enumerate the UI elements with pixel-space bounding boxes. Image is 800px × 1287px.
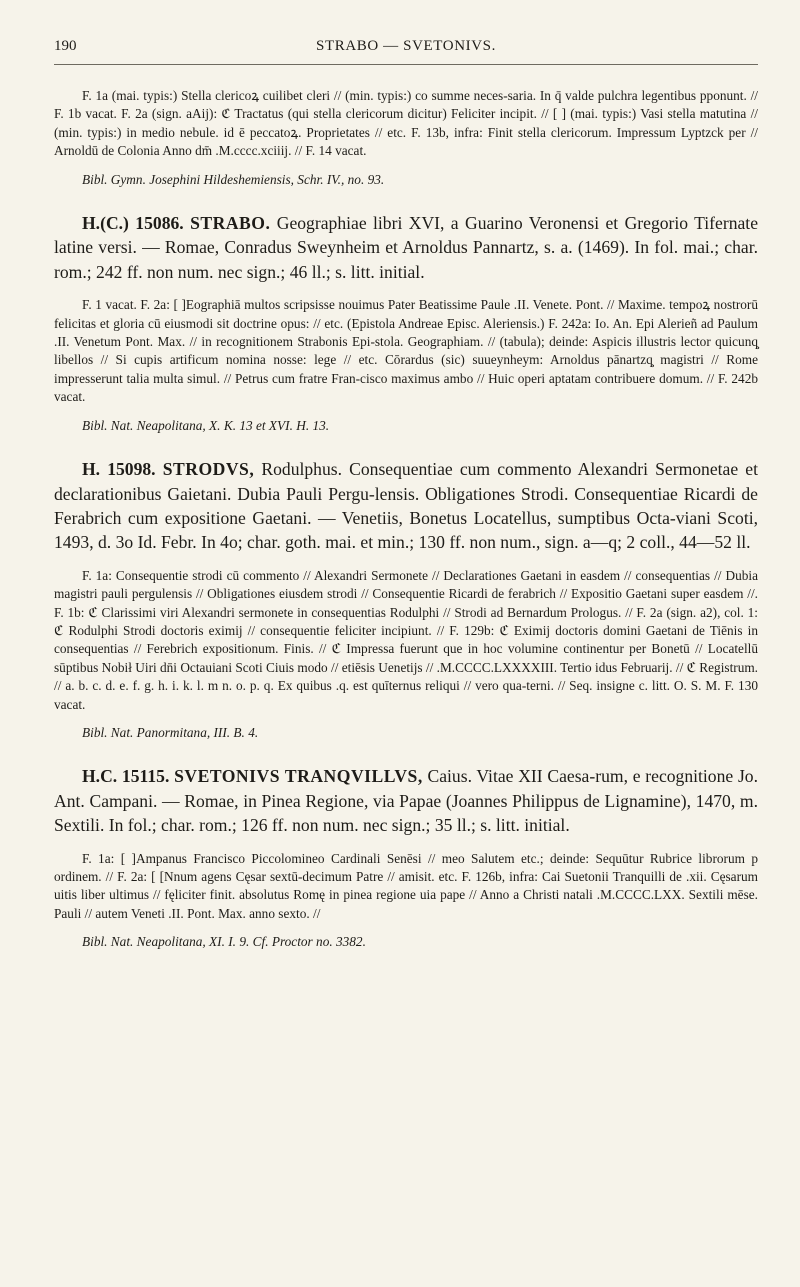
entry-id: H. 15098. (82, 459, 156, 480)
page-number: 190 (54, 38, 77, 54)
entry-description: F. 1a: [ ]Ampanus Francisco Piccolomineo Cardinali Senēsi // meo Salutem etc.; deinde: Sequūtur Rubrice librorum p ordinem. // F. 2a: [ [Nnum agens Cęsar sextū-decimum Patre // amisit. etc. F. 126b, infra: Cai Suetonii Tranquilli de .xii. Cęsarum uitis liber ultimus // fęliciter finit. absolutus Romę in pinea regione uia pape // Anno a Christi natali .M.CCCC.LXX. Sextili mēse. Pauli // autem Veneti .II. Pont. Max. anno sexto. // (54, 850, 758, 921)
entry-author: SVETONIVS TRANQVILLVS, (174, 766, 423, 787)
entry-heading (54, 211, 758, 284)
entry-suetonius (54, 764, 758, 951)
entry-id: H.(C.) 15086. (82, 213, 184, 234)
entry-title: Geographiae libri XVI, a Guarino Veronensi et Gregorio Tifernate latine versi. — Romae, Conradus Sweynheim et Arnoldus Pannartz, s. a. (1469). In fol. mai.; char. rom.; 242 ff. non num. nec sign.; 46 ll.; s. litt. initial. (54, 213, 759, 282)
entry-bibliography: Bibl. Nat. Panormitana, III. B. 4. (82, 724, 259, 740)
entry-description: F. 1a: Consequentie strodi cū commento // Alexandri Sermonete // Declarationes Gaetani in easdem // consequentias // Dubia magistri pauli pergulensis // Obligationes eiusdem strodi // Consequentie Ricardi de ferabrich // Expositio Gaetani super easdem //. F. 1b: ℭ Clarissimi viri Alexandri sermonete in consequentias Rodulphi // Strodi ad Bernardum Prologus. // F. 2a (sign. a2), col. 1: ℭ Rodulphi Strodi doctoris eximij // consequentie feliciter incipiunt. // F. 129b: ℭ Eximij doctoris domini Gaetani de Tiēnis in consequentias // Ferebrich expositionum. Finis. // ℭ Impressa fuerunt que in hoc volumine continentur per Bonetū // Locatellū sūptibus Nobił Uiri dn̄i Octauiani Scoti Ciuis modo // etiēsis Uenetijs // .M.CCCC.LXXXXIII. Tertio idus Februarij. // ℭ Registrum. // a. b. c. d. e. f. g. h. i. k. l. m n. o. p. q. Ex quibus .q. est quīternus reliqui // vero qua-terni. // Seq. insigne c. litt. O. S. M. F. 130 vacat. (54, 567, 759, 712)
entry-heading (54, 764, 758, 837)
entry-author: STRABO. (190, 213, 271, 234)
intro-description: F. 1a (mai. typis:) Stella clericoꝝ cuilibet cleri // (min. typis:) co summe neces-saria. In q̄ valde pulchra legentibus pponunt. // F. 1b vacat. F. 2a (sign. aAij): ℭ Tractatus (qui stella clericorum dicitur) Feliciter incipit. // [ ] (mai. typis:) Vasi stella matutina // (min. typis:) in medio nebule. id ē peccatoꝝ. Proprietates // etc. F. 13b, infra: Finit stella clericorum. Impressum Lyptzck per // Arnoldū de Colonia Anno dm̄ .M.cccc.xciiij. // F. 14 vacat. (54, 88, 758, 159)
entry-heading (54, 457, 758, 555)
running-head (54, 38, 758, 65)
entry-id: H.C. 15115. (82, 766, 170, 787)
entry-author: STRODVS, (162, 459, 255, 480)
intro-bibliography: Bibl. Gymn. Josephini Hildeshemiensis, Schr. IV., no. 93. (82, 171, 385, 187)
entry-title: Caius. Vitae XII Caesa-rum, e recognitione Jo. Ant. Campani. — Romae, in Pinea Regione, via Papae (Joannes Philippus de Lignamine), 1470, m. Sextili. In fol.; char. rom.; 126 ff. non num. nec sign.; 35 ll.; s. litt. initial. (54, 766, 758, 836)
entry-strabo (54, 211, 758, 435)
entry-bibliography: Bibl. Nat. Neapolitana, XI. I. 9. Cf. Proctor no. 3382. (82, 934, 366, 950)
entry-title: Rodulphus. Consequentiae cum commento Alexandri Sermonetae et declarationibus Gaietani. Dubia Pauli Pergu-lensis. Obligationes Strodi. Consequentiae Ricardi de Ferabrich cum expositione Gaetani. — Venetiis, Bonetus Locatellus, sumptibus Octa-viani Scoti, 1493, d. 3o Id. Febr. In 4o; char. goth. mai. et min.; 130 ff. non num., sign. a—q; 2 coll., 44—52 ll. (54, 459, 758, 553)
entry-description: F. 1 vacat. F. 2a: [ ]Eographiā multos scripsisse nouimus Pater Beatissime Paule .II. Venete. Pont. // Maxime. tempoꝝ nostrorū felicitas et gloria cū eiusmodi sit doctrine opus: // etc. (Epistola Andreae Episc. Aleriensis.) F. 242a: Io. An. Epi Alerieñ ad Paulum .II. Venetum Pont. Max. // in recognitionem Strabonis Epi-stola. Geographiam. // (tabula); deinde: Aspicis illustris lector quicunq̧ libellos // Si cupis artificum nomina nosse: lege // etc. Cōrardus (sic) suueynheym: Arnoldus pānartzq̧ magistri // Rome impresserunt talia multa simul. // Petrus cum fratre Fran-cisco maximus ambo // Huic operi aptatam contribuere domum. // F. 242b vacat. (54, 297, 758, 405)
entry-bibliography: Bibl. Nat. Neapolitana, X. K. 13 et XVI. H. 13. (82, 417, 330, 433)
entry-strodus (54, 457, 758, 742)
running-title: STRABO — SVETONIVS. (316, 38, 496, 54)
